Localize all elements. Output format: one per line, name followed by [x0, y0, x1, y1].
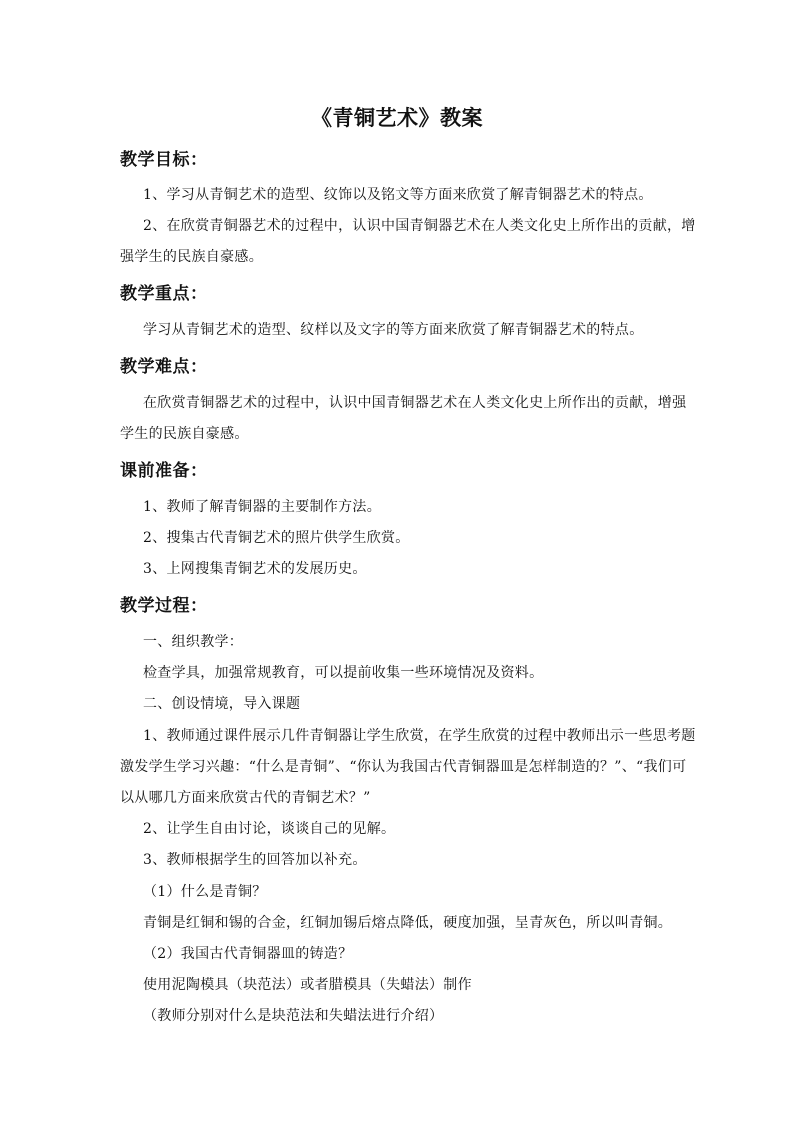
difficulties-line-1: 在欣赏青铜器艺术的过程中，认识中国青铜器艺术在人类文化史上所作出的贡献，增强 — [143, 395, 687, 411]
key-points-text: 学习从青铜艺术的造型、纹样以及文字的等方面来欣赏了解青铜器艺术的特点。 — [143, 322, 644, 338]
heading-goals: 教学目标： — [120, 150, 208, 170]
process-note: （教师分别对什么是块范法和失蜡法进行介绍） — [143, 1008, 444, 1024]
process-step-1-line-1: 1、教师通过课件展示几件青铜器让学生欣赏，在学生欣赏的过程中教师出示一些思考题 — [143, 728, 696, 744]
process-step-2: 2、让学生自由讨论，谈谈自己的见解。 — [143, 821, 396, 837]
process-question-2: （2）我国古代青铜器皿的铸造？ — [143, 946, 353, 962]
heading-key-points: 教学重点： — [120, 284, 208, 304]
heading-process: 教学过程： — [120, 596, 208, 616]
process-answer-2: 使用泥陶模具（块范法）或者腊模具（失蜡法）制作 — [143, 977, 472, 993]
process-question-1: （1）什么是青铜？ — [143, 884, 267, 900]
preparation-item-2: 2、搜集古代青铜艺术的照片供学生欣赏。 — [143, 530, 410, 546]
process-section-1-title: 一、组织教学： — [143, 634, 244, 650]
preparation-item-1: 1、教师了解青铜器的主要制作方法。 — [143, 499, 382, 515]
process-section-2-title: 二、创设情境，导入课题 — [143, 696, 301, 712]
process-section-1-text: 检查学具，加强常规教育，可以提前收集一些环境情况及资料。 — [143, 665, 544, 681]
document-title: 《青铜艺术》教案 — [311, 105, 483, 130]
process-step-1-line-2: 激发学生学习兴趣：“什么是青铜”、“你认为我国古代青铜器皿是怎样制造的？”、“我们可 — [120, 759, 687, 775]
goal-item-2-line-2: 强学生的民族自豪感。 — [120, 249, 263, 265]
preparation-item-3: 3、上网搜集青铜艺术的发展历史。 — [143, 561, 367, 577]
process-step-3: 3、教师根据学生的回答加以补充。 — [143, 852, 367, 868]
heading-preparation: 课前准备： — [120, 461, 208, 481]
difficulties-line-2: 学生的民族自豪感。 — [120, 426, 249, 442]
goal-item-2-line-1: 2、在欣赏青铜器艺术的过程中，认识中国青铜器艺术在人类文化史上所作出的贡献，增 — [143, 218, 696, 234]
process-step-1-line-3: 以从哪几方面来欣赏古代的青铜艺术？” — [120, 790, 371, 806]
goal-item-1: 1、学习从青铜艺术的造型、纹饰以及铭文等方面来欣赏了解青铜器艺术的特点。 — [143, 187, 653, 203]
heading-difficulties: 教学难点： — [120, 357, 208, 377]
process-answer-1: 青铜是红铜和锡的合金，红铜加锡后熔点降低，硬度加强，呈青灰色，所以叫青铜。 — [143, 915, 673, 931]
